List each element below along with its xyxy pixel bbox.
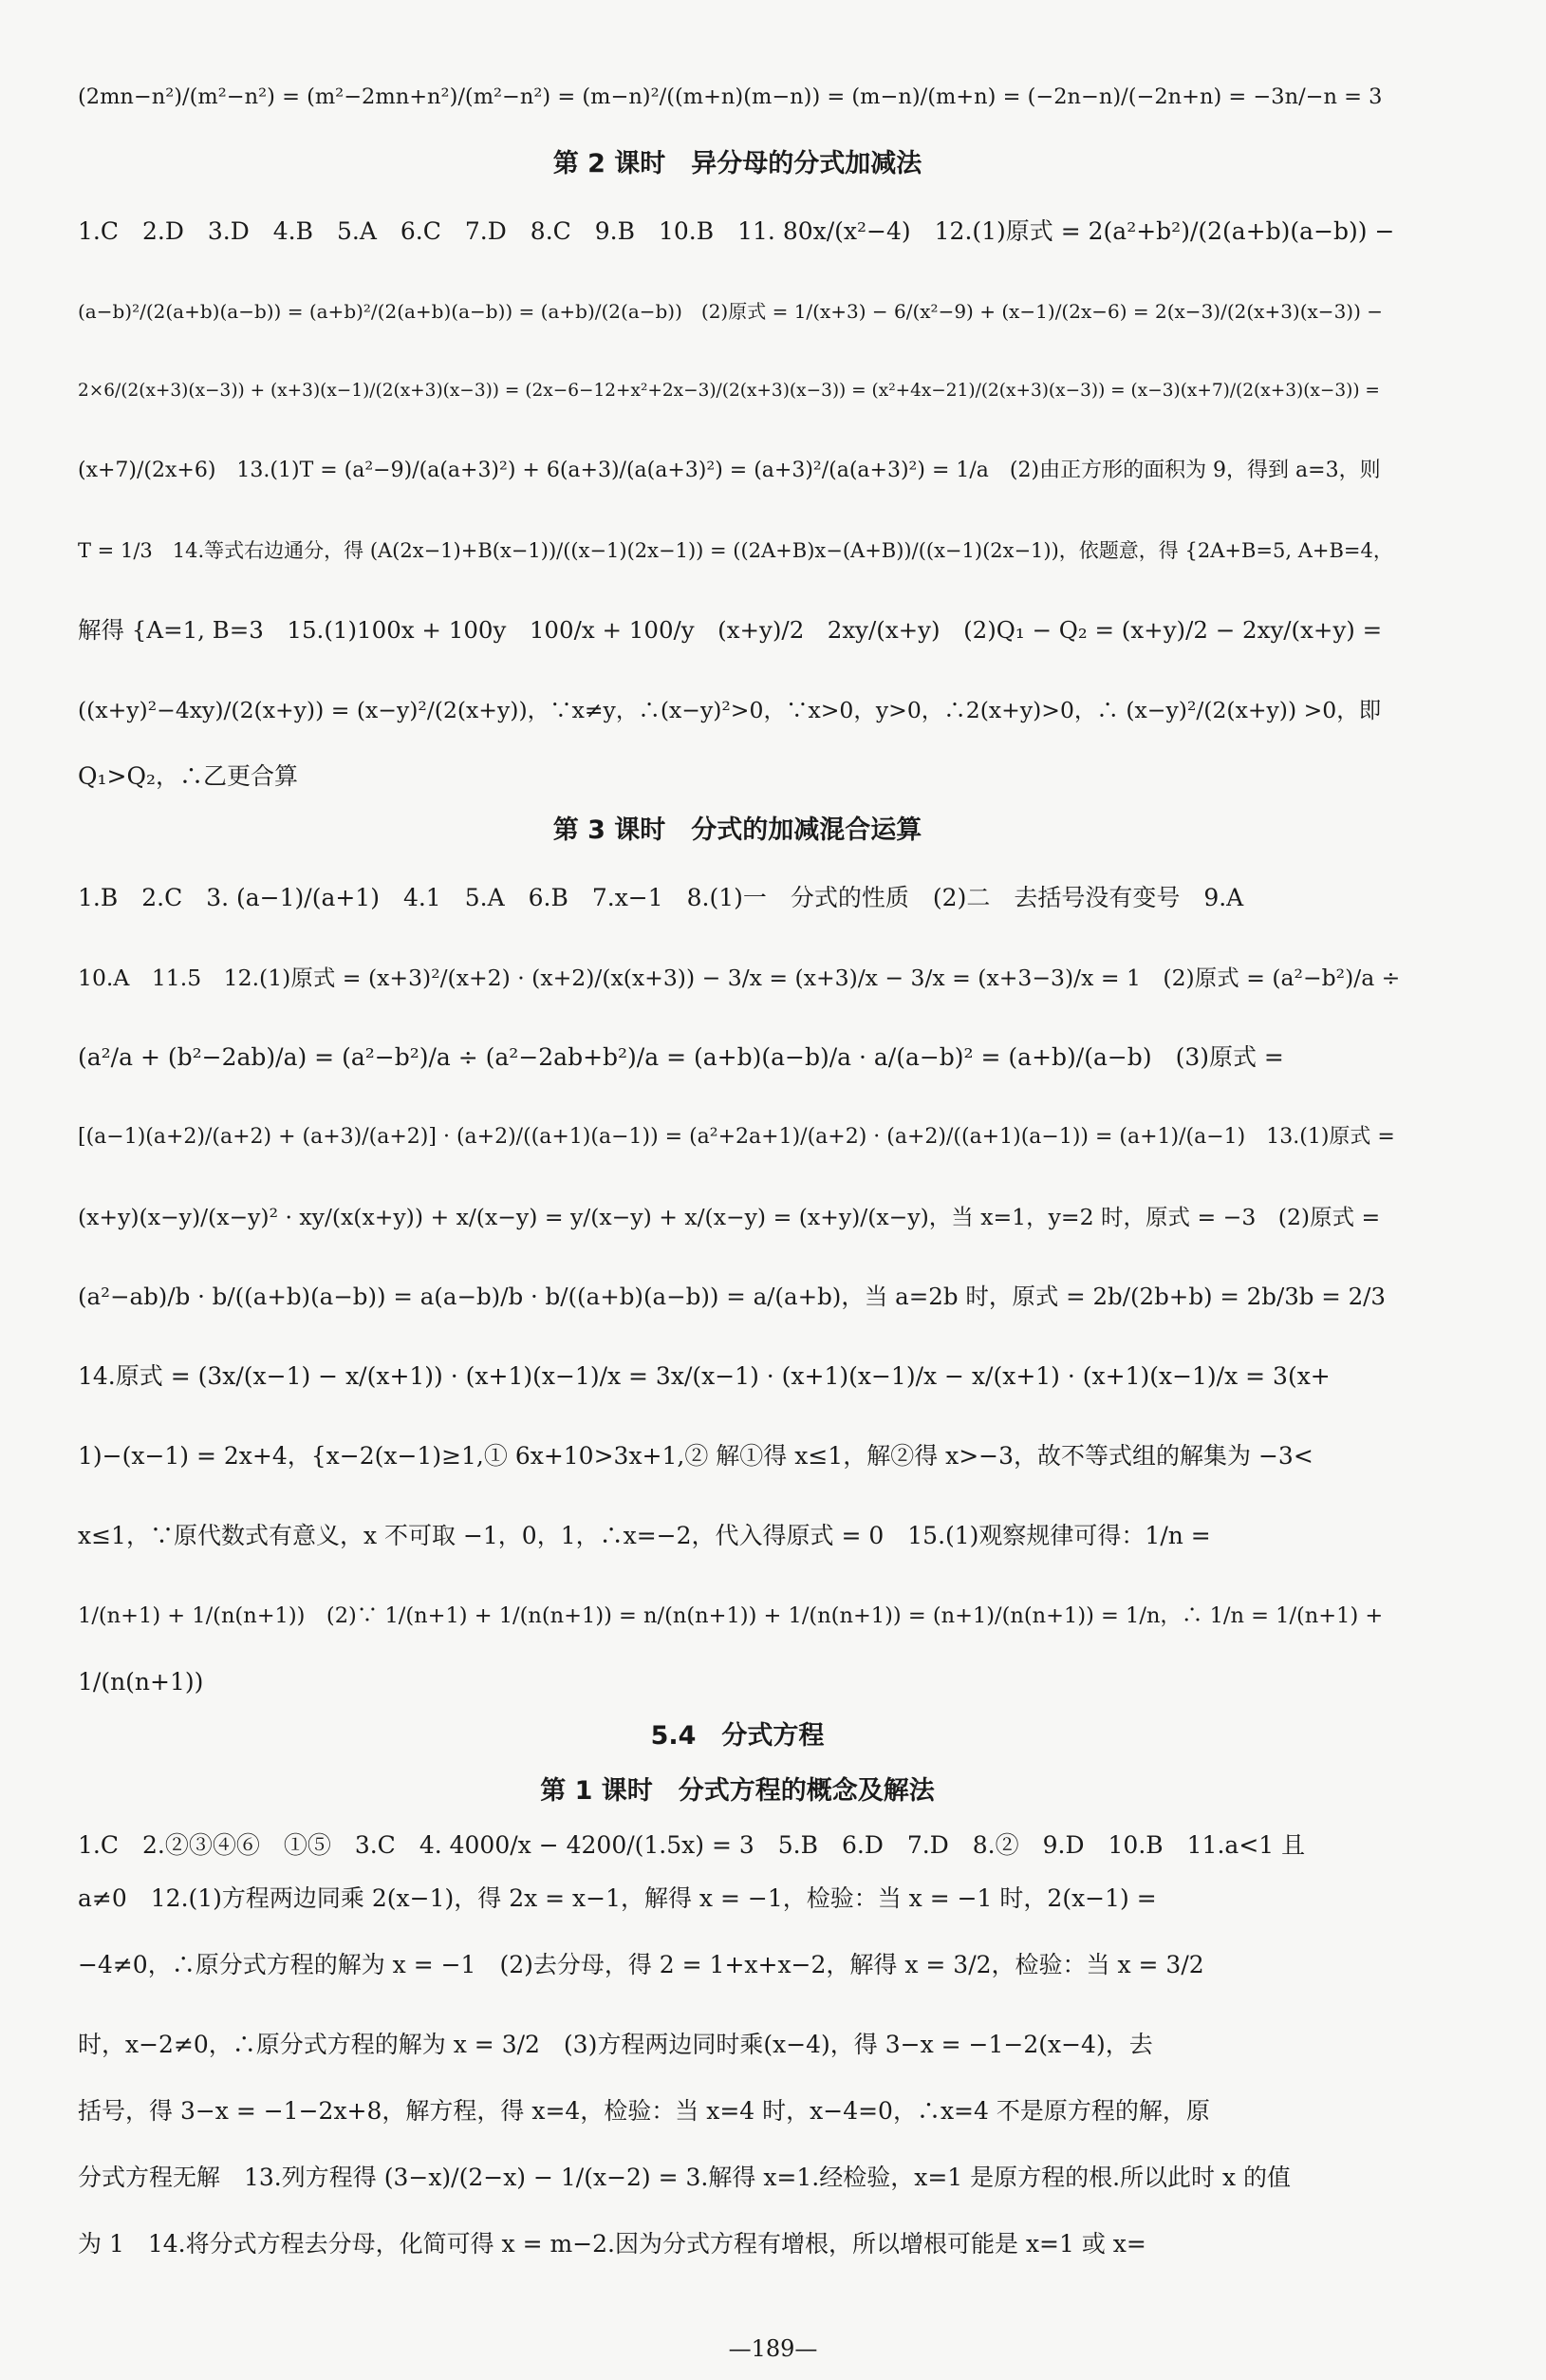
text-line: ((x+y)²−4xy)/(2(x+y)) = (x−y)²/(2(x+y))，∵x≠y，∴(x−y)²>0，∵x>0，y>0，∴2(x+y)>0，∴ (x−y)²/(2(x+y)) >0，即 — [78, 697, 1382, 723]
text-line: Q₁>Q₂，∴乙更合算 — [78, 762, 298, 790]
text-line: 括号，得 3−x = −1−2x+8，解方程，得 x=4，检验：当 x=4 时，x−4=0，∴x=4 不是原方程的解，原 — [78, 2097, 1210, 2125]
block-c — [78, 858, 1401, 1709]
text-line: 为 1 14.将分式方程去分母，化简可得 x = m−2.因为分式方程有增根，所以增根可能是 x=1 或 x= — [78, 2230, 1146, 2258]
answer-page — [78, 57, 1401, 2271]
text-line: 14.原式 = (3x/(x−1) − x/(x+1)) · (x+1)(x−1)/x = 3x/(x−1) · (x+1)(x−1)/x − x/(x+1) · (x+1)(x−1)/x = 3(x+ — [78, 1362, 1331, 1390]
text-line: 时，x−2≠0，∴原分式方程的解为 x = 3/2 (3)方程两边同时乘(x−4)，得 3−x = −1−2(x−4)，去 — [78, 2031, 1153, 2058]
text-line: 1/(n(n+1)) — [78, 1668, 204, 1696]
lesson-heading-2: 第 2 课时 异分母的分式加减法 — [552, 149, 922, 178]
text-line: 1.C 2.②③④⑥ ①⑤ 3.C 4. 4000/x − 4200/(1.5x) = 3 5.B 6.D 7.D 8.② 9.D 10.B 11.a<1 且 — [78, 1831, 1306, 1859]
section-title: 5.4 分式方程 — [650, 1721, 825, 1751]
lesson-heading-3: 第 3 课时 分式的加减混合运算 — [552, 815, 922, 845]
text-line: 1)−(x−1) = 2x+4，{x−2(x−1)≥1,① 6x+10>3x+1,② 解①得 x≤1，解②得 x>−3，故不等式组的解集为 −3< — [78, 1442, 1313, 1470]
lesson-heading-4: 第 1 课时 分式方程的概念及解法 — [540, 1776, 935, 1806]
text-line: (a−b)²/(2(a+b)(a−b)) = (a+b)²/(2(a+b)(a−b)) = (a+b)/(2(a−b)) (2)原式 = 1/(x+3) − 6/(x²−9) + (x−1)/(2x−6) = 2(x−3)/(2(x+3)(x−3)) − — [78, 300, 1384, 323]
text-line: (x+y)(x−y)/(x−y)² · xy/(x(x+y)) + x/(x−y) = y/(x−y) + x/(x−y) = (x+y)/(x−y)，当 x=1，y=2 时，原式 = −3 (2)原式 = — [78, 1204, 1381, 1230]
text-line: 2×6/(2(x+3)(x−3)) + (x+3)(x−1)/(2(x+3)(x−3)) = (2x−6−12+x²+2x−3)/(2(x+3)(x−3)) = (x²+4x−21)/(2(x+3)(x−3)) = (x−3)(x+7)/(2(x+3)(x−3)) = — [78, 381, 1380, 401]
page-number: —189— — [728, 2335, 818, 2362]
text-line: T = 1/3 14.等式右边通分，得 (A(2x−1)+B(x−1))/((x−1)(2x−1)) = ((2A+B)x−(A+B))/((x−1)(2x−1))，依题意，得 {2A+B=5, A+B=4， — [78, 539, 1393, 562]
text-line: (x+7)/(2x+6) 13.(1)T = (a²−9)/(a(a+3)²) + 6(a+3)/(a(a+3)²) = (a+3)²/(a(a+3)²) = 1/a (2)由正方形的面积为 9，得到 a=3，则 — [78, 459, 1381, 482]
text-line: 1.C 2.D 3.D 4.B 5.A 6.C 7.D 8.C 9.B 10.B 11. 80x/(x²−4) 12.(1)原式 = 2(a²+b²)/(2(a+b)(a−b)) − — [78, 217, 1395, 245]
text-line: 解得 {A=1, B=3 15.(1)100x + 100y 100/x + 100/y (x+y)/2 2xy/(x+y) (2)Q₁ − Q₂ = (x+y)/2 − 2xy/(x+y) = — [78, 616, 1383, 644]
text-line: a≠0 12.(1)方程两边同乘 2(x−1)，得 2x = x−1，解得 x = −1，检验：当 x = −1 时，2(x−1) = — [78, 1884, 1157, 1912]
text-line: −4≠0，∴原分式方程的解为 x = −1 (2)去分母，得 2 = 1+x+x−2，解得 x = 3/2，检验：当 x = 3/2 — [78, 1951, 1204, 1978]
block-a — [78, 57, 1397, 137]
text-line: 1.B 2.C 3. (a−1)/(a+1) 4.1 5.A 6.B 7.x−1 8.(1)一 分式的性质 (2)二 去括号没有变号 9.A — [78, 884, 1244, 911]
text-line: x≤1，∵原代数式有意义，x 不可取 −1，0，1，∴x=−2，代入得原式 = 0 15.(1)观察规律可得：1/n = — [78, 1522, 1211, 1549]
block-d — [78, 1819, 1397, 2271]
text-line: 分式方程无解 13.列方程得 (3−x)/(2−x) − 1/(x−2) = 3.解得 x=1.经检验，x=1 是原方程的根.所以此时 x 的值 — [78, 2164, 1292, 2191]
text-line: (2mn−n²)/(m²−n²) = (m²−2mn+n²)/(m²−n²) = (m−n)²/((m+n)(m−n)) = (m−n)/(m+n) = (−2n−n)/(−2n+n) = −3n/−n = 3 — [78, 84, 1383, 109]
text-line: 1/(n+1) + 1/(n(n+1)) (2)∵ 1/(n+1) + 1/(n(n+1)) = n/(n(n+1)) + 1/(n(n+1)) = (n+1)/(n(n+1)) = 1/n，∴ 1/n = 1/(n+1) + — [78, 1603, 1384, 1628]
text-line: (a²/a + (b²−2ab)/a) = (a²−b²)/a ÷ (a²−2ab+b²)/a = (a+b)(a−b)/a · a/(a−b)² = (a+b)/(a−b) (3)原式 = — [78, 1043, 1284, 1071]
text-line: [(a−1)(a+2)/(a+2) + (a+3)/(a+2)] · (a+2)/((a+1)(a−1)) = (a²+2a+1)/(a+2) · (a+2)/((a+1)(a−1)) = (a+1)/(a−1) 13.(1)原式 = — [78, 1125, 1395, 1149]
block-b — [78, 192, 1397, 803]
text-line: (a²−ab)/b · b/((a+b)(a−b)) = a(a−b)/b · b/((a+b)(a−b)) = a/(a+b)，当 a=2b 时，原式 = 2b/(2b+b) = 2b/3b = 2/3 — [78, 1283, 1387, 1310]
text-line: 10.A 11.5 12.(1)原式 = (x+3)²/(x+2) · (x+2)/(x(x+3)) − 3/x = (x+3)/x − 3/x = (x+3−3)/x = 1 (2)原式 = (a²−b²)/a ÷ — [78, 965, 1401, 991]
